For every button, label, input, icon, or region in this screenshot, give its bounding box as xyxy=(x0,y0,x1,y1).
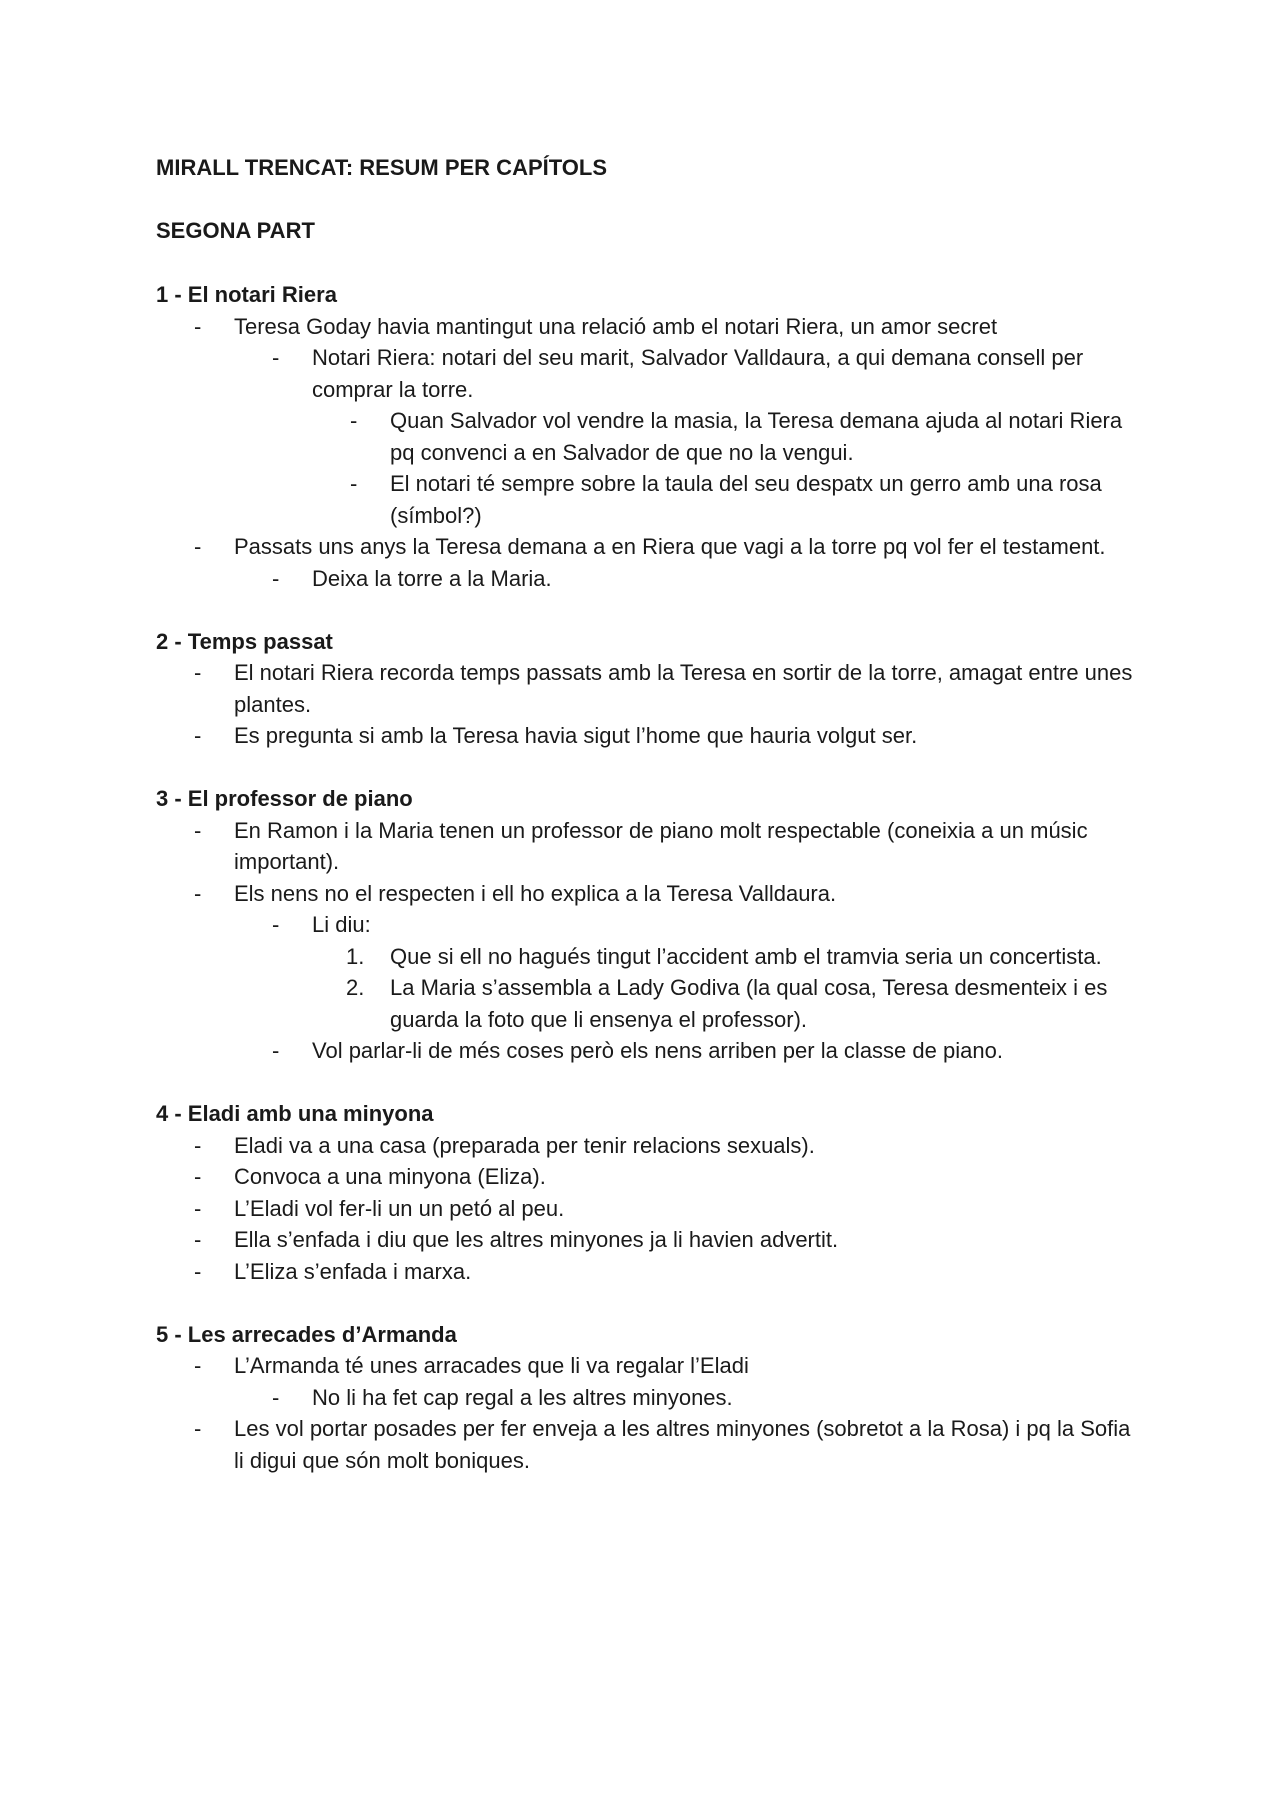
list-item xyxy=(156,1382,1136,1414)
chapter-list xyxy=(156,815,1136,1067)
list-item xyxy=(156,1350,1136,1382)
list-item-text: Li diu: xyxy=(312,912,371,937)
list-item-text: El notari Riera recorda temps passats amb la Teresa en sortir de la torre, amagat entre unes plantes. xyxy=(234,660,1133,717)
list-item-text: Teresa Goday havia mantingut una relació amb el notari Riera, un amor secret xyxy=(234,313,998,339)
dash-bullet: - xyxy=(194,1416,202,1441)
chapter-title: 1 - El notari Riera xyxy=(156,282,337,307)
list-item xyxy=(156,468,1136,531)
list-item-text: Es pregunta si amb la Teresa havia sigut l’home que hauria volgut ser. xyxy=(234,723,918,748)
list-item xyxy=(156,342,1136,405)
list-item xyxy=(156,1224,1136,1256)
dash-bullet: - xyxy=(194,534,202,559)
dash-bullet: - xyxy=(194,1132,202,1158)
list-item-text: Quan Salvador vol vendre la masia, la Teresa demana ajuda al notari Riera pq convenci a en Salvador de que no la vengui. xyxy=(390,408,1123,465)
list-number: 1. xyxy=(346,943,365,969)
list-item xyxy=(156,1035,1136,1067)
chapter-list xyxy=(156,311,1136,595)
dash-bullet: - xyxy=(272,565,280,591)
list-item xyxy=(156,657,1136,720)
list-item-text: Eladi va a una casa (preparada per tenir relacions sexuals). xyxy=(234,1132,815,1158)
dash-bullet: - xyxy=(194,817,202,843)
dash-bullet: - xyxy=(194,1353,202,1378)
chapter-section xyxy=(156,783,1136,1067)
chapter-list xyxy=(156,1350,1136,1476)
list-item xyxy=(156,941,1136,973)
list-item-text: Notari Riera: notari del seu marit, Salvador Valldaura, a qui demana consell per comprar la torre. xyxy=(312,345,1084,402)
list-item-text: La Maria s’assembla a Lady Godiva (la qual cosa, Teresa desmenteix i es guarda la foto que li ensenya el professor). xyxy=(390,975,1108,1032)
chapters-container xyxy=(156,279,1136,1508)
dash-bullet: - xyxy=(194,313,202,339)
chapter-section xyxy=(156,1098,1136,1287)
list-item-text: Les vol portar posades per fer enveja a les altres minyones (sobretot a la Rosa) i pq la Sofia li digui que són molt boniques. xyxy=(234,1416,1131,1473)
chapter-section xyxy=(156,1319,1136,1477)
chapter-title: 3 - El professor de piano xyxy=(156,786,413,811)
list-item xyxy=(156,1193,1136,1225)
list-item xyxy=(156,311,1136,343)
list-item xyxy=(156,815,1136,878)
list-item-text: No li ha fet cap regal a les altres minyones. xyxy=(312,1384,733,1410)
dash-bullet: - xyxy=(194,1164,202,1189)
list-item xyxy=(156,909,1136,941)
list-item-text: L’Eladi vol fer-li un un petó al peu. xyxy=(234,1195,565,1221)
list-item-text: Convoca a una minyona (Eliza). xyxy=(234,1164,546,1189)
dash-bullet: - xyxy=(194,1227,202,1252)
list-item xyxy=(156,1130,1136,1162)
list-item xyxy=(156,563,1136,595)
list-item-text: Ella s’enfada i diu que les altres minyones ja li havien advertit. xyxy=(234,1227,839,1252)
dash-bullet: - xyxy=(194,1195,202,1221)
dash-bullet: - xyxy=(272,1384,280,1410)
dash-bullet: - xyxy=(350,408,358,433)
chapter-title: 4 - Eladi amb una minyona xyxy=(156,1101,434,1126)
dash-bullet: - xyxy=(272,1038,280,1063)
list-item xyxy=(156,1413,1136,1476)
list-item xyxy=(156,720,1136,752)
dash-bullet: - xyxy=(194,1258,202,1284)
list-item-text: El notari té sempre sobre la taula del seu despatx un gerro amb una rosa (símbol?) xyxy=(390,471,1102,528)
dash-bullet: - xyxy=(272,345,280,370)
list-item-text: L’Armanda té unes arracades que li va regalar l’Eladi xyxy=(234,1353,749,1378)
list-item-text: Que si ell no hagués tingut l’accident amb el tramvia seria un concertista. xyxy=(390,943,1102,969)
chapter-title: 2 - Temps passat xyxy=(156,628,333,654)
list-item-text: Deixa la torre a la Maria. xyxy=(312,565,552,591)
dash-bullet: - xyxy=(272,912,280,937)
list-item xyxy=(156,1161,1136,1193)
list-number: 2. xyxy=(346,975,365,1000)
chapter-list xyxy=(156,1130,1136,1288)
dash-bullet: - xyxy=(194,723,202,748)
list-item-text: L’Eliza s’enfada i marxa. xyxy=(234,1258,472,1284)
list-item xyxy=(156,1256,1136,1288)
dash-bullet: - xyxy=(350,471,358,496)
list-item xyxy=(156,531,1136,563)
document-title: MIRALL TRENCAT: RESUM PER CAPÍTOLS xyxy=(156,155,608,180)
part-title: SEGONA PART xyxy=(156,218,315,243)
list-item-text: Vol parlar-li de més coses però els nens arriben per la classe de piano. xyxy=(312,1038,1003,1063)
chapter-list xyxy=(156,657,1136,752)
list-item-text: Els nens no el respecten i ell ho explica a la Teresa Valldaura. xyxy=(234,880,837,906)
dash-bullet: - xyxy=(194,660,202,685)
list-item-text: En Ramon i la Maria tenen un professor de piano molt respectable (coneixia a un músic important). xyxy=(234,817,1088,874)
chapter-section xyxy=(156,279,1136,594)
list-item xyxy=(156,972,1136,1035)
list-item xyxy=(156,405,1136,468)
dash-bullet: - xyxy=(194,880,202,906)
chapter-title: 5 - Les arrecades d’Armanda xyxy=(156,1321,457,1347)
chapter-section xyxy=(156,626,1136,752)
list-item xyxy=(156,878,1136,910)
list-item-text: Passats uns anys la Teresa demana a en Riera que vagi a la torre pq vol fer el testament. xyxy=(234,534,1106,559)
